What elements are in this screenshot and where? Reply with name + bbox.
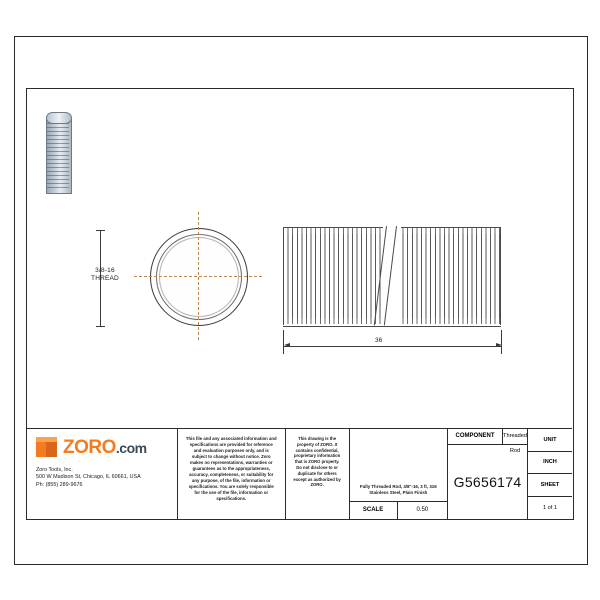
title-block: [26, 428, 572, 519]
title-block-company-cell: [26, 429, 178, 519]
unit-value: INCH: [528, 452, 572, 475]
cube-right-face: [46, 442, 57, 457]
tick-thread-top: [96, 230, 105, 231]
part-description: Fully Threaded Rod, 3/8"-16, 3 ft, 316 Stainless Steel, Plain Finish: [359, 483, 437, 495]
unit-label: UNIT: [528, 429, 572, 452]
scale-value: 0.50: [416, 507, 429, 513]
dimension-line-length: [283, 346, 502, 348]
dimension-value-length: 36: [372, 337, 385, 344]
isometric-rod-view: [42, 110, 76, 198]
rod-thread-lines: [47, 119, 69, 191]
sheet-label: SHEET: [528, 474, 572, 497]
thread-minor-circle: [159, 237, 239, 317]
thread-callout-text: THREAD: [91, 275, 119, 282]
title-block-identity-cell: [448, 429, 572, 519]
break-line: [383, 226, 401, 326]
units-block: [528, 429, 572, 519]
dimension-extension-right: [501, 330, 502, 354]
side-view: [283, 224, 501, 328]
part-number: G5656174: [453, 474, 522, 490]
rod-top-cap: [46, 112, 72, 124]
title-block-description-cell: [350, 429, 449, 519]
component-header-row: [448, 429, 527, 454]
brand-suffix: .com: [115, 440, 147, 456]
zoro-cube-icon: [36, 437, 58, 459]
dimension-arrow-left-icon: [284, 343, 290, 347]
sheet-value: 1 of 1: [543, 504, 557, 511]
component-value: Threaded Rod: [503, 433, 527, 454]
company-address-block: [36, 467, 167, 489]
company-phone: Ph: (855) 289-9676: [36, 481, 83, 488]
thread-callout-size: 3/8-16: [95, 267, 115, 274]
component-block: [448, 429, 528, 519]
zoro-logo: [36, 437, 167, 459]
dimension-extension-left: [283, 330, 284, 354]
rod-left-end: [283, 227, 284, 325]
dimension-arrow-right-icon: [496, 343, 502, 347]
scale-label: SCALE: [350, 502, 398, 519]
brand-name: ZORO: [63, 437, 116, 458]
proprietary-notice: This drawing is the property of ZORO. It contains confidential, proprietary information that is ZORO property. Do not disclose to or duplicate for others except as authorized by ZORO.: [286, 429, 350, 519]
rod-right-end: [500, 227, 501, 325]
cube-left-face: [36, 442, 46, 457]
legal-notice: This file and any associated information and specifications are provided for reference and evaluation purposes only, and is subject to change without notice. Zoro makes no representations, warranties or guarantees as to the appropriateness, accuracy, completeness, or suitability for any purpose, of the file, information or specifications. You are solely responsible for the use of the file, information or specifications.: [178, 429, 286, 519]
company-address: 500 W Madison St, Chicago, IL 60661, USA: [36, 474, 141, 481]
component-label: COMPONENT: [448, 429, 503, 444]
center-mark-vertical: [198, 212, 199, 340]
scale-row: [350, 501, 448, 519]
thread-callout: [76, 267, 134, 283]
company-name: Zoro Tools, Inc.: [36, 467, 73, 473]
end-view: [150, 228, 248, 326]
brand-wordmark: [63, 438, 147, 458]
tick-thread-bottom: [96, 326, 105, 327]
